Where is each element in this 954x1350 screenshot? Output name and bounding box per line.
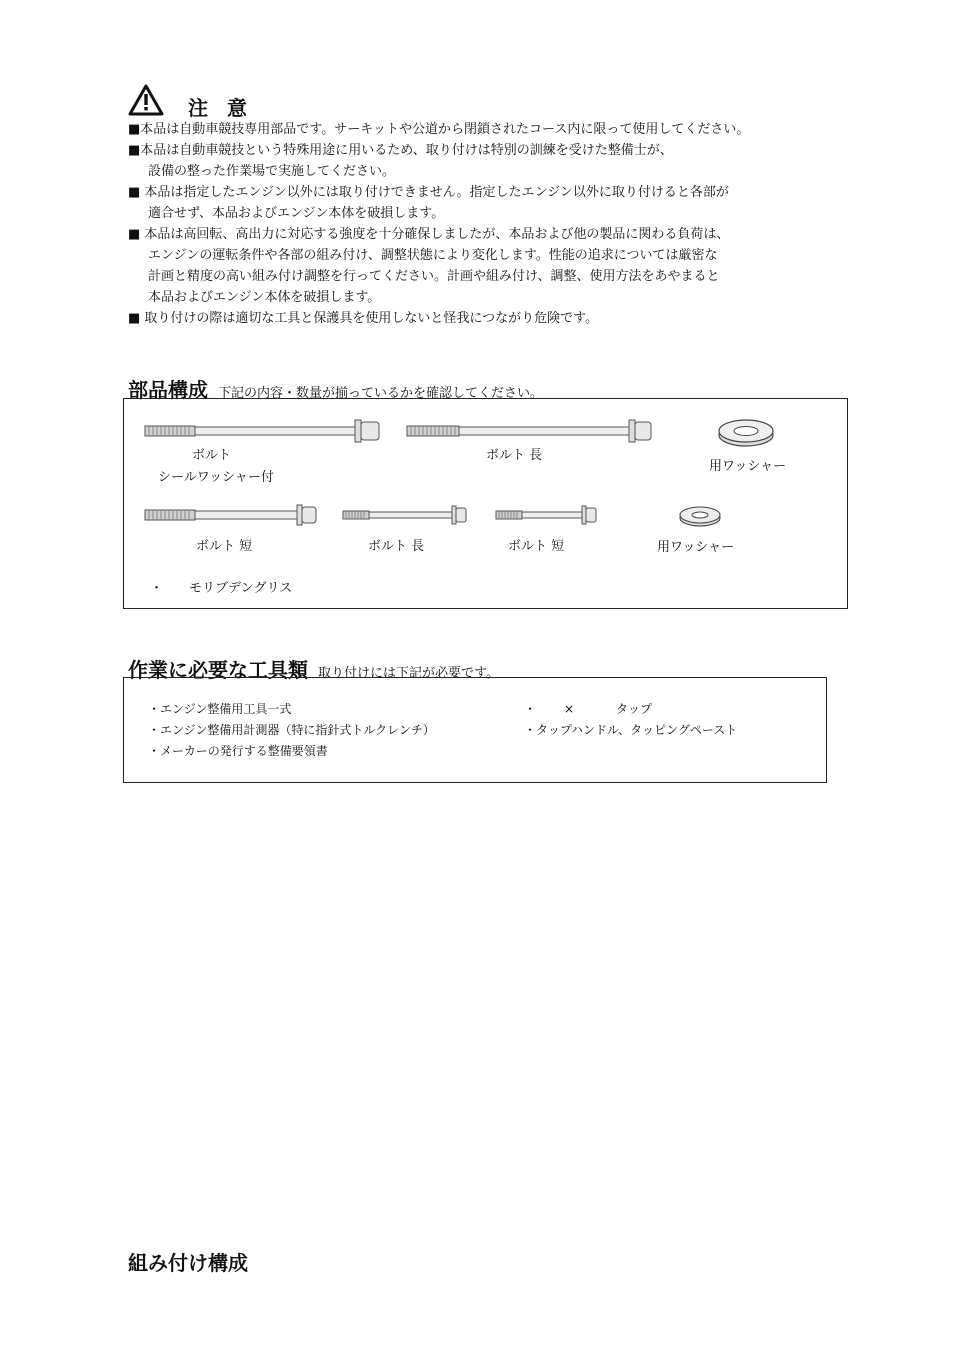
caution-item-5 [128, 308, 598, 329]
washer-small-drawing [680, 507, 720, 526]
bolt-short-1-drawing [145, 505, 316, 525]
tools-list-right [524, 699, 824, 741]
grease-bullet: ・ [150, 581, 164, 596]
bolt-long-2-drawing [343, 506, 466, 524]
caution-line: 本品およびエンジン本体を破損します。 [148, 290, 381, 305]
tools-box [123, 677, 827, 783]
bolt-short-2-drawing [496, 506, 596, 524]
label-bolt-long-1: ボルト 長 [486, 448, 543, 463]
caution-item-1 [128, 119, 749, 140]
parts-title: 部品構成 [128, 378, 208, 402]
caution-line: ■本品は自動車競技という特殊用途に用いるため、取り付けは特別の訓練を受けた整備士が、 [128, 143, 673, 158]
label-bolt-seal-washer: シールワッシャー付 [158, 470, 274, 485]
tool-item: ・タップハンドル、タッピングペースト [524, 723, 738, 737]
caution-item-4 [128, 224, 729, 308]
label-bolt-seal: ボルト [192, 448, 232, 463]
label-bolt-short-2: ボルト 短 [508, 539, 565, 554]
caution-title: 注 意 [188, 96, 253, 120]
assembly-title: 組み付け構成 [128, 1251, 248, 1275]
label-bolt-short-1: ボルト 短 [196, 539, 253, 554]
label-washer-1: 用ワッシャー [709, 459, 787, 474]
parts-box [123, 398, 848, 609]
tool-item-tap [524, 699, 824, 720]
tap-x: × [564, 702, 575, 716]
label-washer-2: 用ワッシャー [657, 540, 735, 555]
tool-item: ・メーカーの発行する整備要領書 [148, 744, 328, 758]
tools-subtitle: 取り付けには下記が必要です。 [318, 666, 499, 681]
parts-illustration [124, 399, 846, 607]
tool-item: ・エンジン整備用計測器（特に指針式トルクレンチ） [148, 723, 435, 737]
bolt-long-1-drawing [407, 420, 651, 442]
caution-line: エンジンの運転条件や各部の組み付け、調整状態により変化します。性能の追求については厳密な [148, 248, 718, 263]
tap-bullet: ・ [524, 702, 537, 716]
tap-label: タップ [616, 702, 653, 716]
tools-list-left [148, 699, 435, 762]
caution-line: 設備の整った作業場で実施してください。 [148, 164, 396, 179]
tools-title: 作業に必要な工具類 [128, 658, 308, 682]
caution-line: ■ 本品は高回転、高出力に対応する強度を十分確保しましたが、本品および他の製品に関わる負荷は、 [128, 227, 730, 242]
caution-item-2 [128, 140, 673, 182]
parts-subtitle: 下記の内容・数量が揃っているかを確認してください。 [218, 386, 544, 401]
caution-item-3 [128, 182, 729, 224]
caution-line: 適合せず、本品およびエンジン本体を破損します。 [148, 206, 445, 221]
label-grease: モリブデングリス [189, 581, 293, 596]
tool-item: ・エンジン整備用工具一式 [148, 702, 292, 716]
caution-line: ■本品は自動車競技専用部品です。サーキットや公道から閉鎖されたコース内に限って使用してください。 [128, 122, 750, 137]
bolt-seal-drawing [145, 420, 379, 442]
washer-large-drawing [719, 420, 773, 446]
warning-icon [128, 84, 164, 116]
caution-line: ■ 取り付けの際は適切な工具と保護具を使用しないと怪我につながり危険です。 [128, 311, 599, 326]
caution-line: 計画と精度の高い組み付け調整を行ってください。計画や組み付け、調整、使用方法をあやまると [148, 269, 720, 284]
caution-line: ■ 本品は指定したエンジン以外には取り付けできません。指定したエンジン以外に取り付けると各部が [128, 185, 729, 200]
label-bolt-long-2: ボルト 長 [368, 539, 425, 554]
